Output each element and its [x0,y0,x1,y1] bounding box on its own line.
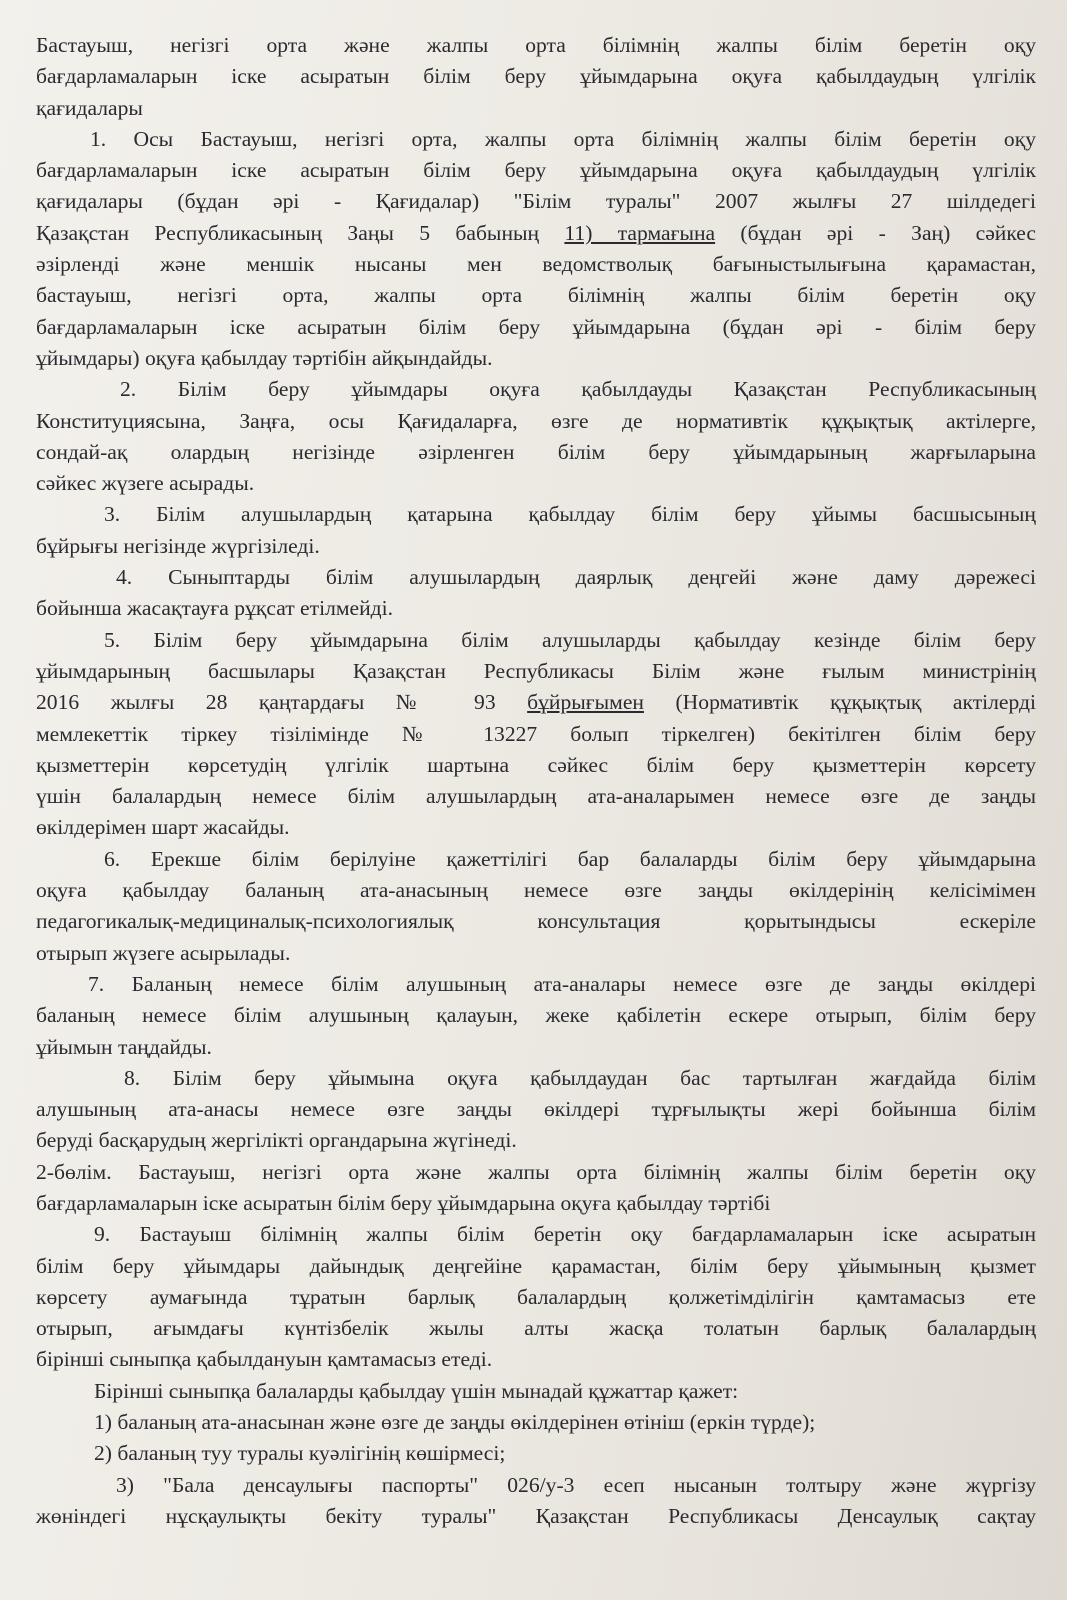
doc-line: бастауыш, негізгі орта, жалпы орта білімнің жалпы білім беретін оқу [36,283,1036,308]
doc-line: қызметтерін көрсетудің үлгілік шартына сәйкес білім беру қызметтерін көрсету [36,752,1036,777]
doc-line: әзірленді және меншік нысаны мен ведомстволық бағыныстылығына қарамастан, [36,252,1036,277]
section-heading-line: бағдарламаларын іске асыратын білім беру ұйымдарына оқуға қабылдау тәртібі [36,1190,771,1215]
doc-line: 9. Бастауыш білімнің жалпы білім беретін оқу бағдарламаларын іске асыратын [94,1222,1036,1247]
doc-line: 6. Ерекше білім берілуіне қажеттілігі бар балаларды білім беру ұйымдарына [104,846,1036,871]
doc-line: көрсету аумағында тұратын барлық балалардың қолжетімділігін қамтамасыз ете [36,1284,1036,1309]
doc-line: ұйымдары) оқуға қабылдау тәртібін айқындайды. [36,345,493,370]
doc-line: баланың немесе білім алушының қалауын, жеке қабілетін ескере отырып, білім беру [36,1003,1036,1028]
doc-line: сәйкес жүзеге асырады. [36,471,255,496]
doc-line: білім беру ұйымдары дайындық деңгейіне қарамастан, білім беру ұйымының қызмет [36,1253,1036,1278]
doc-line: қағидалары [36,95,143,120]
doc-line: ұйымдарының басшылары Қазақстан Республикасы Білім және ғылым министрінің [36,658,1036,683]
section-heading-line: 2-бөлім. Бастауыш, негізгі орта және жалпы орта білімнің жалпы білім беретін оқу [36,1159,1036,1184]
doc-line: өкілдерімен шарт жасайды. [36,815,290,840]
doc-line: 4. Сыныптарды білім алушылардың даярлық деңгейі және даму дәрежесі [116,565,1036,590]
document-text [36,30,1036,1532]
doc-line: ұйымын таңдайды. [36,1034,212,1059]
doc-line: бұйрығы негізінде жүргізіледі. [36,533,320,558]
law-article-link[interactable]: 11) тармағына [564,220,716,245]
list-item: 3) "Бала денсаулығы паспорты" 026/у-3 есеп нысанын толтыру және жүргізу [116,1472,1036,1497]
doc-line: оқуға қабылдау баланың ата-анасының немесе өзге заңды өкілдерінің келісімімен [36,878,1036,903]
doc-line: бағдарламаларын іске асыратын білім беру ұйымдарына оқуға қабылдаудың үлгілік [36,158,1036,183]
doc-line: Бастауыш, негізгі орта және жалпы орта білімнің жалпы білім беретін оқу [36,33,1036,57]
doc-line: сондай-ақ олардың негізінде әзірленген білім беру ұйымдарының жарғыларына [36,439,1036,464]
doc-line [36,687,1036,718]
doc-line: бойынша жасақтауға рұқсат етілмейді. [36,596,394,621]
doc-line: Бірінші сыныпқа балаларды қабылдау үшін мынадай құжаттар қажет: [94,1378,739,1403]
doc-text-span: Қазақстан Республикасының Заңы 5 бабының [36,220,565,245]
doc-line: 5. Білім беру ұйымдарына білім алушыларды қабылдау кезінде білім беру [104,627,1036,652]
list-item: 1) баланың ата-анасынан және өзге де заңды өкілдерінен өтініш (еркін түрде); [94,1410,816,1435]
doc-line: қағидалары (бұдан әрі - Қағидалар) "Білім туралы" 2007 жылғы 27 шілдедегі [36,189,1036,214]
doc-line: беруді басқарудың жергілікті органдарына жүгінеді. [36,1128,517,1153]
doc-line: алушының ата-анасы немесе өзге заңды өкілдері тұрғылықты жері бойынша білім [36,1097,1036,1122]
order-link[interactable]: бұйрығымен [527,690,644,715]
doc-text-span: (Нормативтік құқықтық актілерді [643,690,1036,715]
doc-line: үшін балалардың немесе білім алушылардың ата-аналарымен немесе өзге де заңды [36,784,1036,809]
doc-line: 8. Білім беру ұйымына оқуға қабылдаудан бас тартылған жағдайда білім [124,1065,1036,1090]
doc-text-span: (бұдан әрі - Заң) сәйкес [715,220,1036,245]
doc-line: бағдарламаларын іске асыратын білім беру ұйымдарына оқуға қабылдаудың үлгілік [36,64,1036,89]
list-item: 2) баланың туу туралы куәлігінің көшірмесі; [94,1441,506,1466]
doc-line: отырып жүзеге асырылады. [36,940,291,965]
doc-text-span: 2016 жылғы 28 қаңтардағы № 93 [36,690,528,715]
doc-line: бағдарламаларын іске асыратын білім беру ұйымдарына (бұдан әрі - білім беру [36,314,1036,339]
doc-line: педагогикалық-медициналық-психологиялық консультация қорытындысы ескеріле [36,909,1036,934]
doc-line: 1. Осы Бастауыш, негізгі орта, жалпы орта білімнің жалпы білім беретін оқу [90,126,1036,151]
doc-line: 2. Білім беру ұйымдары оқуға қабылдауды Қазақстан Республикасының [120,377,1036,402]
doc-line [36,218,1036,249]
doc-line: 3. Білім алушылардың қатарына қабылдау білім беру ұйымы басшысының [104,502,1036,527]
doc-line: Конституциясына, Заңға, осы Қағидаларға, өзге де нормативтік құқықтық актілерге, [36,408,1036,433]
doc-line: бірінші сыныпқа қабылдануын қамтамасыз етеді. [36,1347,493,1372]
doc-line: мемлекеттік тіркеу тізілімінде № 13227 болып тіркелген) бекітілген білім беру [36,721,1036,746]
doc-line: 7. Баланың немесе білім алушының ата-аналары немесе өзге де заңды өкілдері [88,971,1036,996]
doc-line: отырып, ағымдағы күнтізбелік жылы алты жасқа толатын барлық балалардың [36,1316,1036,1341]
doc-line: жөніндегі нұсқаулықты бекіту туралы" Қазақстан Республикасы Денсаулық сақтау [36,1503,1036,1528]
